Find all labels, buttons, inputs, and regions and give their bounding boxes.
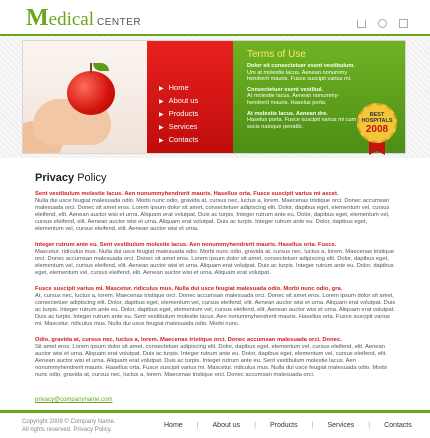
terms-block-body: Haselus porta. Fusce suscipit varius mi cum socis natoque penatib. (247, 117, 357, 130)
page-title-rest: Policy (74, 172, 107, 184)
terms-block (247, 63, 357, 83)
site-header (0, 0, 430, 36)
mail-icon[interactable] (399, 19, 408, 28)
photo-stem (90, 63, 92, 73)
photo-apple (67, 71, 115, 115)
paragraph-body: Nulla dui usce feugiat malesuada odio. Morbi nunc odio, gravida at, cursus nec, luctus a, lorem. Maecenas tristique orci. Donec accumsan malesuada orci. Donec sit amet eros. Lorem ipsum dolor sit amet, consectetuer adipiscing elit. Dolor, dapibus eget, elementum vel, cursus eleifend, elit. Aenean auctor wisi et urna. Aliquam erat volutpat. Duis ac turpis. Integer rutrum ante eu. Dolor, dapibus eget, elementum vel, cursus eleifend, elit. Aenean auctor wisi et urna. Aliquam erat volutpat. Duis ac turpis. Integer rutrum ante eu. Dolor, dapibus eget, elementum vel, cursus eleifend, elit. Aenean auctor wisi et urna. (35, 198, 390, 232)
logo-letter: M (26, 5, 49, 31)
footer-link-home[interactable]: Home (164, 422, 183, 429)
page-title-bold: Privacy (35, 172, 75, 184)
terms-block (247, 87, 357, 107)
footer-separator: | (368, 422, 371, 429)
home-icon[interactable] (357, 19, 366, 28)
terms-block (247, 111, 357, 131)
footer-separator: | (311, 422, 314, 429)
paragraph-body: Sit amet eros. Lorem ipsum dolor sit amet, consectetuer adipiscing elit. Dolor, dapibus eget, elementum vel, cursus eleifend, elit. Aenean auctor wisi et urna. Aliquam erat volutpat. Duis ac turpis. Integer rutrum ante eu. Dolor, dapibus eget, elementum vel, cursus eleifend, elit. Aenean auctor wisi et urna. Aliquam erat volutpat. Duis ac turpis. Integer rutrum ante eu. Sent vestibulum molestie lacus. Aen nonummyhendrerit mauris. Hasellus orta. Fusce suscipit varius mi. Mascetur. ridiculus mus. Nulla dui usce feugiat malesuada odio. Morbi nunc odio, gravida at, cursus nec, luctus a, lorem. Maecenas tristique orci. Donec accumsan malesuada orci. (35, 344, 387, 378)
copyright-line: Copyright 2009 © Company Name. (22, 419, 116, 425)
menu-item-label: About us (168, 96, 199, 105)
arrow-right-icon: ▶ (159, 112, 164, 118)
main-menu (159, 81, 198, 146)
paragraph-lead: Fusce suscipit varius mi. Mascetur. ridiculus mus. Nulla dui usce feugiat malesuada odio. Morbi nunc odio, gra. (35, 286, 343, 292)
footer-link-products[interactable]: Products (269, 422, 298, 429)
footer-separator: | (254, 422, 256, 429)
site-footer (0, 410, 430, 438)
terms-block-body: Um at molestie lacus. Aenean nonummy hendrerit mauris. Fusce suscipit varius mi. (247, 69, 352, 83)
copyright (22, 419, 115, 434)
policy-paragraph (35, 191, 397, 233)
terms-block-body: At molestie lacus. Aenean nonummy-hendrerit mauris. Haselus porta. (247, 93, 340, 106)
badge-line1: BEST (369, 111, 385, 118)
footer-link-services[interactable]: Services (327, 422, 355, 429)
site-logo[interactable] (26, 5, 141, 32)
logo-word: edical (48, 9, 95, 30)
arrow-right-icon: ▶ (159, 138, 164, 144)
policy-paragraph (35, 242, 397, 277)
main-content (35, 172, 397, 406)
top-icon-bar (357, 19, 408, 28)
menu-item-products[interactable] (159, 107, 198, 120)
menu-item-about[interactable] (159, 94, 198, 107)
banner (22, 40, 406, 154)
footer-link-about[interactable]: About us (212, 422, 241, 429)
nav-panel (147, 41, 233, 153)
badge-year: 2008 (365, 123, 389, 135)
paragraph-lead: Odio, gravida at, cursus nec, luctus a, lorem. Maecenas tristique orci. Donec accumsan malesuada orci. Donec. (35, 337, 342, 343)
menu-item-label: Products (168, 109, 199, 118)
banner-area (0, 36, 430, 158)
arrow-right-icon: ▶ (159, 86, 164, 92)
menu-item-label: Contacts (168, 135, 199, 144)
terms-title: Terms of Use (247, 49, 306, 60)
privacy-email-link[interactable]: privacy@companyname.com (35, 397, 113, 403)
menu-item-label: Home (168, 83, 189, 92)
paragraph-lead: Integer rutrum ante eu. Sent vestibulum molestie lacus. Aen nonummyhendrerit mauris. Hasellus orta. Fusce. (35, 242, 337, 248)
terms-block-lead: At molestie lacus. Aenean dre. (247, 110, 328, 117)
menu-item-label: Services (168, 122, 198, 131)
menu-item-services[interactable] (159, 120, 198, 133)
photo-leaf (93, 63, 109, 71)
paragraph-body: At, cursus nec, luctus a, lorem. Maecenas tristique orci. Donec accumsan malesuada orci. Donec sit amet eros. Lorem ipsum dolor sit amet, consectetuer adipiscing elit. Dolor, dapibus eget, elementum vel, cursus eleifend, elit. Aenean auctor wisi et urna. Aliquam erat volutpat. Duis ac turpis. Integer rutrum ante eu. Dolor, dapibus eget, elementum vel, cursus eleifend, elit. Aenean auctor wisi et urna. Aliquam erat volutpat. Duis ac turpis. Integer rutrum ante eu. Sent vestibulum molestie lacus. Aen nonummyhendrerit mauris. Hasellus orta. Fusce suscipit varius mi. Mascetur. ridiculus mus. Nulla dui usce feugiat malesuada odio. Morbi nunc. (35, 293, 396, 327)
menu-item-home[interactable] (159, 81, 198, 94)
badge-seal (357, 103, 397, 143)
arrow-right-icon: ▶ (159, 99, 164, 105)
best-hospitals-badge (357, 103, 403, 147)
rights-line: All rights reserved. Privacy Policy. (22, 426, 112, 433)
policy-paragraph (35, 286, 397, 328)
footer-link-contacts[interactable]: Contacts (384, 422, 412, 429)
terms-block-lead: Consectetuer esent vestibul. (247, 86, 324, 93)
search-icon[interactable] (378, 19, 387, 28)
policy-paragraph (35, 337, 397, 379)
terms-block-lead: Dolor sit consectetuer esent vestibulum. (247, 63, 355, 69)
paragraph-lead: Sent vestibulum molestie lacus. Aen nonummyhendrerit mauris. Hasellus orta. Fusce suscipit varius mi ascet. (35, 191, 339, 197)
badge-line2: HOSPITALS (361, 117, 393, 124)
footer-separator: | (196, 422, 199, 429)
arrow-right-icon: ▶ (159, 125, 164, 131)
page-title (35, 172, 397, 184)
footer-nav (150, 422, 426, 429)
apple-hand-photo (23, 41, 147, 153)
logo-subtitle: CENTER (97, 17, 142, 28)
paragraph-body: Mascetur. ridiculus mus. Nulla dui usce feugiat malesuada odio. Morbi nunc odio, gravida at, cursus nec, luctus a, lorem. Maecenas tristique orci. Donec accumsan malesuada orci. Donec sit amet eros. Lorem ipsum dolor sit amet, consectetuer adipiscing elit. Dolor, dapibus eget, elementum vel, cursus eleifend, elit. Aenean auctor wisi et urna. Aliquam erat volutpat. Duis ac turpis. Integer rutrum ante eu. Dolor, dapibus eget, elementum vel, cursus eleifend, elit. Aenean auctor wisi et urna. Aliquam erat volutpat. (35, 249, 394, 276)
menu-item-contacts[interactable] (159, 133, 198, 146)
